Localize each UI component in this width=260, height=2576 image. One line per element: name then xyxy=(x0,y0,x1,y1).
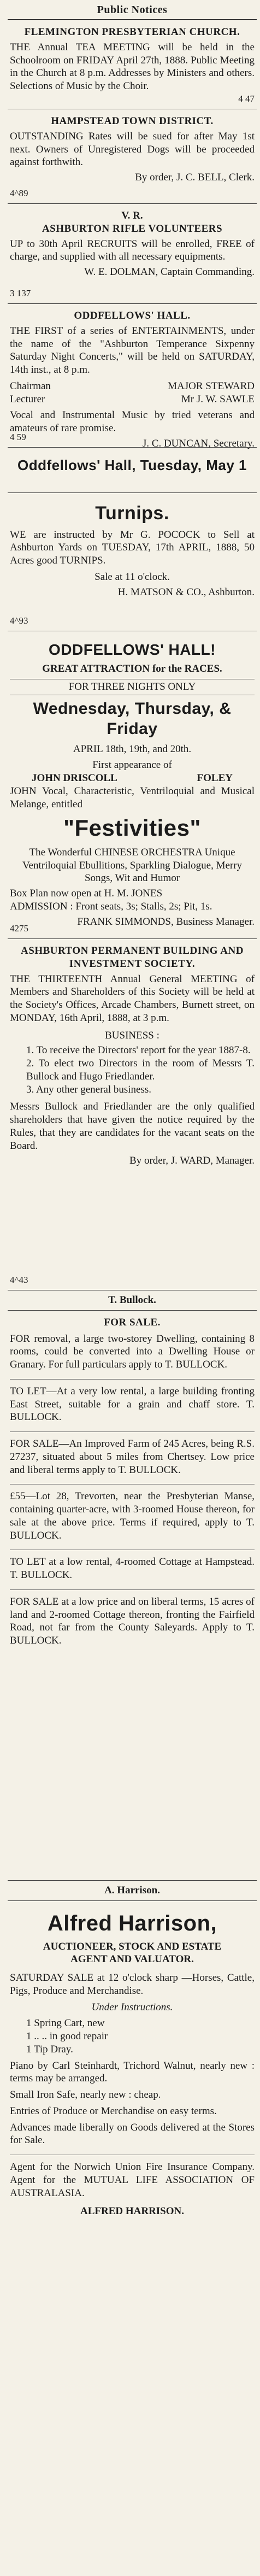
ad-extra: Vocal and Instrumental Music by tried veterans and amateurs of rare promise. xyxy=(10,409,255,434)
nights-banner: FOR THREE NIGHTS ONLY xyxy=(10,679,255,695)
ad-turnips xyxy=(8,493,257,631)
listing: FOR SALE—An Improved Farm of 245 Acres, being R.S. 27237, situated about 5 miles from Chertsey. Low price and liberal terms apply to T. BULLOCK. xyxy=(10,1431,255,1476)
first-appearance: First appearance of xyxy=(92,759,172,771)
ad-rifle-volunteers xyxy=(8,204,257,304)
sale-item: Advances made liberally on Goods delivered at the Stores for Sale. xyxy=(10,2121,255,2146)
orchestra-text: The Wonderful CHINESE ORCHESTRA Unique Ventriloquial Ebullitions, Sparkling Dialogue, Merry Songs, Wit and Humor xyxy=(22,846,243,884)
days-heading: Wednesday, Thursday, & Friday xyxy=(33,699,232,738)
ad-title: HAMPSTEAD TOWN DISTRICT. xyxy=(51,115,214,127)
listing: FOR SALE at a low price and on liberal terms, 15 acres of land and 2-roomed Cottage thereon, fronting the Fairfield Road, not far from the County Saleyards. Apply to T. BULLOCK. xyxy=(10,1589,255,1647)
sale-heading: SATURDAY SALE at 12 o'clock sharp —Horses, Cattle, Pigs, Produce and Merchandise. xyxy=(10,1972,255,1997)
sale-item: 1 Spring Cart, new xyxy=(26,2017,105,2029)
ad-ref: 4 47 xyxy=(238,93,255,104)
ad-ref: 4^93 xyxy=(10,615,28,626)
business-heading: BUSINESS : xyxy=(105,1029,159,1041)
role-label: Lecturer xyxy=(10,393,45,405)
ad-title: ODDFELLOWS' HALL. xyxy=(74,310,191,321)
ad-bullock xyxy=(8,1311,257,1881)
oddfellows-tuesday-heading: Oddfellows' Hall, Tuesday, May 1 xyxy=(17,457,247,473)
crest-text: V. R. xyxy=(121,210,143,221)
ad-ref: 4275 xyxy=(10,923,28,934)
ad-description: JOHN Vocal, Characteristic, Ventriloquial and Musical Melange, entitled xyxy=(10,785,255,810)
section-header: Public Notices xyxy=(8,0,257,20)
sale-item: Small Iron Safe, nearly new : cheap. xyxy=(10,2089,161,2100)
candidates-note: Messrs Bullock and Friedlander are the only qualified shareholders that have given the notice required by the Rules, that they are candidates for the vacant seats on the Board. xyxy=(10,1101,255,1152)
sale-item: Entries of Produce or Merchandise on easy terms. xyxy=(10,2105,217,2117)
business-item: 1. To receive the Directors' report for the year 1887-8. xyxy=(26,1045,251,1057)
ad-oddfellows-races xyxy=(8,631,257,939)
ad-subtitle: GREAT ATTRACTION for the RACES. xyxy=(42,663,222,674)
ad-flemington-church xyxy=(8,20,257,109)
ad-signature: By order, J. WARD, Manager. xyxy=(129,1155,255,1167)
business-item: 3. Any other general business. xyxy=(26,1083,152,1095)
instructions: Under Instructions. xyxy=(91,2001,173,2013)
ad-ref: 4 59 xyxy=(10,431,26,442)
advertiser-name: T. Bullock. xyxy=(8,1290,257,1311)
ad-signature: J. C. DUNCAN, Secretary. xyxy=(142,437,255,449)
ad-building-society xyxy=(8,939,257,1290)
ad-ref: 4^89 xyxy=(10,187,28,198)
performers-left: JOHN DRISCOLL xyxy=(32,772,117,784)
dates: APRIL 18th, 19th, and 20th. xyxy=(73,743,192,755)
turnips-title: Turnips. xyxy=(95,503,169,524)
agency-text: Agent for the Norwich Union Fire Insurance Company. Agent for the MUTUAL LIFE ASSOCIATION OF AUSTRALASIA. xyxy=(10,2155,255,2199)
role-label: Chairman xyxy=(10,380,51,392)
ad-title: FLEMINGTON PRESBYTERIAN CHURCH. xyxy=(24,26,240,38)
ad-title: FOR SALE. xyxy=(104,1316,161,1328)
sale-item: 1 Tip Dray. xyxy=(26,2043,73,2055)
ad-signature: H. MATSON & CO., Ashburton. xyxy=(117,586,255,598)
ad-body: OUTSTANDING Rates will be sued for after May 1st next. Owners of Unregistered Dogs will be proceeded against forthwith. xyxy=(10,130,255,168)
sale-item: Piano by Carl Steinhardt, Trichord Walnut, nearly new : terms may be arranged. xyxy=(10,2059,255,2085)
advertiser-name: A. Harrison. xyxy=(8,1881,257,1901)
ad-body: THE THIRTEENTH Annual General MEETING of Members and Shareholders of this Society will be held at the Society's Offices, Arcade Chambers, Burnett street, on MONDAY, 16th April, 1888, at 3 p.m. xyxy=(10,973,255,1024)
ad-title: Alfred Harrison, xyxy=(47,1911,217,1935)
ad-title: ODDFELLOWS' HALL! xyxy=(49,641,216,658)
role-name: Mr J. W. SAWLE xyxy=(181,393,255,405)
sale-item: 1 .. .. in good repair xyxy=(26,2031,108,2042)
notices-column xyxy=(8,0,257,2361)
ad-signature: FRANK SIMMONDS, Business Manager. xyxy=(77,916,255,928)
sale-time: Sale at 11 o'clock. xyxy=(94,571,170,583)
ad-signature: W. E. DOLMAN, Captain Commanding. xyxy=(84,266,255,278)
ad-ref: 3 137 xyxy=(10,287,31,298)
ad-body: WE are instructed by Mr G. POCOCK to Sell at Ashburton Yards on TUESDAY, 17th APRIL, 1888, 50 Acres good TURNIPS. xyxy=(10,529,255,566)
role-name: MAJOR STEWARD xyxy=(168,380,255,392)
ad-subtitle-2: AGENT AND VALUATOR. xyxy=(70,1953,194,1965)
ad-body: THE Annual TEA MEETING will be held in the Schoolroom on FRIDAY April 27th, 1888. Public Meeting in the Church at 8 p.m. Addresses by Ministers and others. Selections of Music by the Choir. xyxy=(10,41,255,92)
ad-oddfellows-tuesday xyxy=(8,448,257,493)
ad-harrison xyxy=(8,1901,257,2361)
festivities-heading: "Festivities" xyxy=(63,815,201,841)
ad-body: THE FIRST of a series of ENTERTAINMENTS, under the name of the "Ashburton Temperance Sixpenny Saturday Night Concerts," will be held on SATURDAY, 14th inst., at 8 p.m. xyxy=(10,325,255,375)
ad-oddfellows-concerts xyxy=(8,304,257,448)
business-item: 2. To elect two Directors in the room of Messrs T. Bullock and Hugo Friedlander. xyxy=(26,1058,255,1082)
ad-title: ASHBURTON RIFLE VOLUNTEERS xyxy=(42,222,223,234)
ad-ref: 4^43 xyxy=(10,1274,28,1285)
box-plan: Box Plan now open at H. M. JONES xyxy=(10,888,163,899)
listing: TO LET—At a very low rental, a large building fronting East Street, suitable for a grain and chaff store. T. BULLOCK. xyxy=(10,1379,255,1424)
listing: TO LET at a low rental, 4-roomed Cottage at Hampstead. T. BULLOCK. xyxy=(10,1550,255,1582)
performers-right: FOLEY xyxy=(197,772,233,784)
ad-hampstead xyxy=(8,109,257,204)
listing: £55—Lot 28, Trevorten, near the Presbyterian Manse, containing quarter-acre, with 3-roomed House thereon, for sale at the above price. Terms if required, apply to T. BULLOCK. xyxy=(10,1484,255,1542)
ad-signature: By order, J. C. BELL, Clerk. xyxy=(135,172,255,183)
ad-title: ASHBURTON PERMANENT BUILDING AND INVESTMENT SOCIETY. xyxy=(21,945,244,970)
listing: FOR removal, a large two-storey Dwelling, containing 8 rooms, could be converted into a Dwelling House or Granary. For full particulars apply to T. BULLOCK. xyxy=(10,1333,255,1370)
ad-signature: ALFRED HARRISON. xyxy=(80,2205,185,2217)
ad-body: UP to 30th April RECRUITS will be enrolled, FREE of charge, and supplied with all necessary equipments. xyxy=(10,238,255,263)
admission: ADMISSION : Front seats, 3s; Stalls, 2s; Pit, 1s. xyxy=(10,900,212,912)
ad-subtitle-1: AUCTIONEER, STOCK AND ESTATE xyxy=(43,1940,222,1952)
